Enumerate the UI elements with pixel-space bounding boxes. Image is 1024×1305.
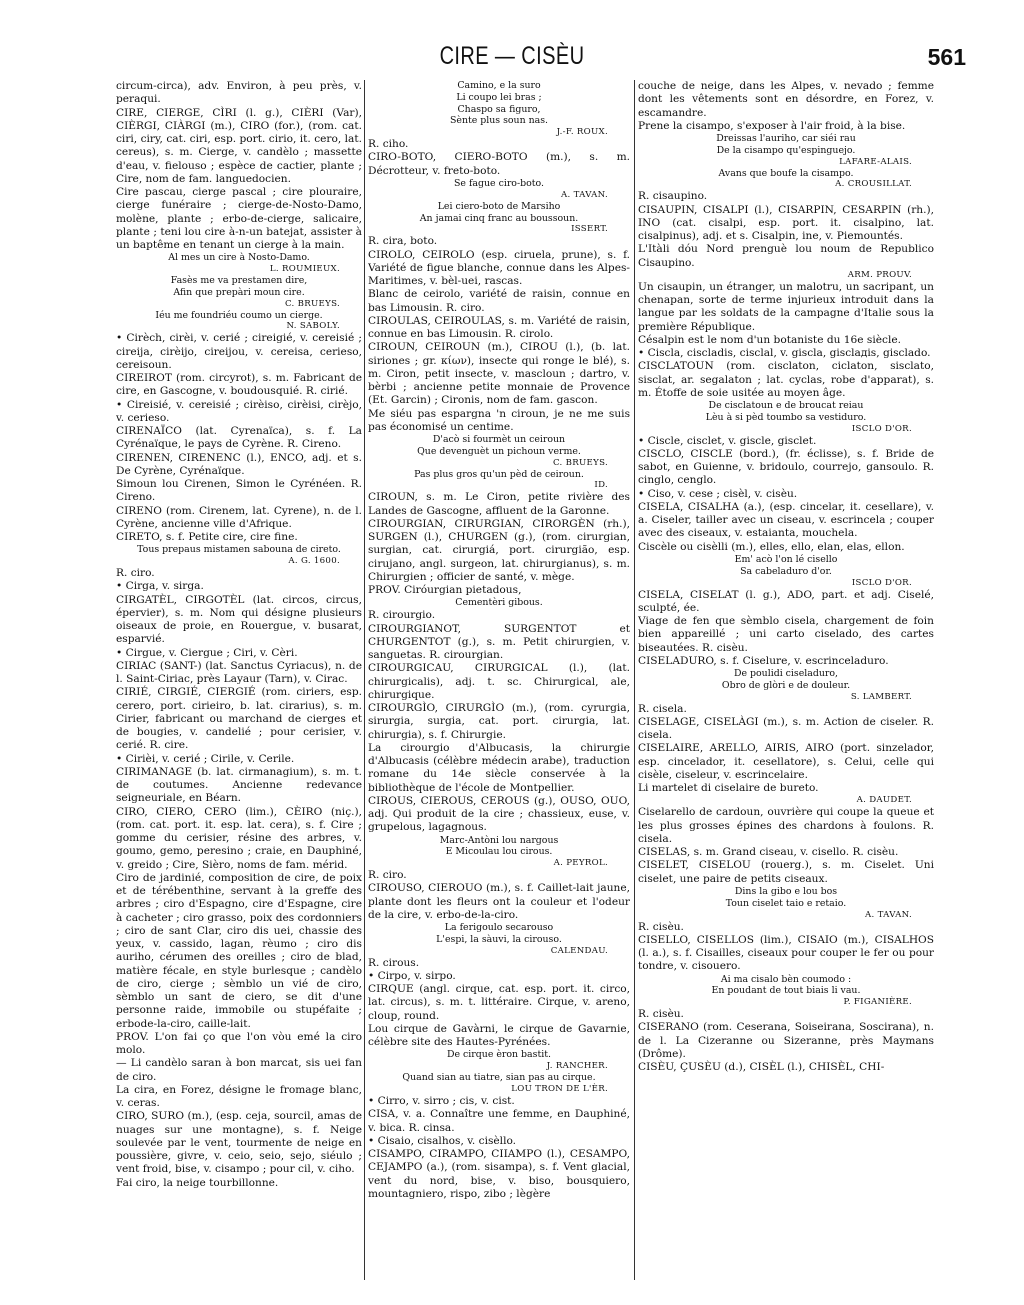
quote-source: L. ROUMIEUX.: [269, 264, 340, 275]
dictionary-entry: • Cirro, v. sirro ; cis, v. cist.: [368, 1095, 515, 1108]
dictionary-entry: R. cirous.: [368, 956, 420, 969]
column-right: [638, 80, 934, 1285]
dictionary-entry: CISELLO, CISELLOS (lim.), CISAIO (m.), CISALHOS (l. a.), s. f. Cisailles, ciseaux pour couper le fer ou pour tondre, v. cisouero.: [638, 933, 934, 973]
running-title: CIRE — CISÈU: [439, 42, 585, 70]
quote-source: C. BRUEYS.: [552, 457, 608, 468]
dictionary-entry: CIRIMANAGE (b. lat. cirmanagium), s. m. t. de coutumes. Ancienne redevance seigneuriale, en Béarn.: [116, 765, 362, 805]
dictionary-entry: CIROURGICAU, CIRURGICAL (l.), (lat. chirurgicalis), adj. t. sc. Chirurgical, ale, chirurgique.: [368, 662, 630, 701]
dictionary-entry: • Ciso, v. cese ; cisèl, v. cisèu.: [638, 487, 798, 500]
dictionary-entry: Li martelet di ciselaire de bureto.: [638, 782, 819, 795]
dictionary-entry: CIRGATÈL, CIRGOTÈL (lat. circos, circus, épervier), s. m. Nom qui désigne plusieurs oiseaux de proie, en Rouergue, v. busarat, esparvié.: [116, 593, 362, 646]
dictionary-entry: • Cirièi, v. cerié ; Cirile, v. Cerile.: [116, 752, 295, 765]
dictionary-entry: CIROUSO, CIEROUO (m.), s. f. Caillet-lait jaune, plante dont les fleurs ont la couleur et l'odeur de la cire, v. erbo-de-la-ciro.: [368, 882, 630, 921]
verse-quote-line: Cementèri gibous.: [455, 597, 543, 609]
quote-source: A. DAUDET.: [856, 795, 912, 806]
dictionary-entry: Césalpin est le nom d'un botaniste du 16e siècle.: [638, 333, 901, 346]
dictionary-entry: Lou cirque de Gavàrni, le cirque de Gavarnie, célèbre site des Hautes-Pyrénées.: [368, 1022, 630, 1049]
verse-quote-line: De cirque èron bastit.: [447, 1049, 551, 1061]
dictionary-entry: CIRIAC (SANT-) (lat. Sanctus Cyriacus), n. de l. Saint-Ciriac, près Layaur (Tarn), v. Cirac.: [116, 659, 362, 686]
quote-source: LAFARE-ALAIS.: [839, 156, 912, 167]
quote-source: LOU TRON DE L'ÈR.: [511, 1084, 608, 1095]
quote-source: A. TAVAN.: [561, 189, 608, 200]
page-number: 561: [927, 44, 966, 70]
dictionary-entry: R. cisèu.: [638, 920, 684, 933]
dictionary-entry: Cire pascau, cierge pascal ; cire plouraire, cierge funéraire ; cierge-de-Nosto-Damo, molène, plante ; erbo-de-cierge, salicaire, plante ; teni lou cire à-n-un batejat, assister à un baptême en tenant un cierge à la main.: [116, 186, 362, 251]
quote-source: ISCLO D'OR.: [851, 423, 912, 434]
dictionary-entry: Me siéu pas espargna 'n ciroun, je ne me suis pas économisé un centime.: [368, 407, 630, 433]
verse-quote-line: Sènte plus soun nas.: [449, 115, 549, 127]
dictionary-entry: CIREIROT (rom. circyrot), s. m. Fabricant de cire, en Gascogne, v. boudousquié. R. cirié.: [116, 372, 362, 398]
verse-quote-line: Obro de glòri e de douleur.: [721, 679, 851, 691]
verse-quote-line: An jamai cinq franc au boussoun.: [419, 212, 579, 224]
verse-quote-line: Dreissas l'auriho, car siéi rau: [716, 133, 856, 144]
dictionary-entry: CIROURGIAN, CIRURGIAN, CIRORGÈN (rh.), SURGEN (l.), CHURGEN (g.), (rom. cirurgian, surgian, cat. cirurgiá, port. cirurgião, esp. cirujano, angl. surgeon, lat. chirurgianus), s. m. Chirurgien ; officier de santé, v. mège.: [368, 517, 630, 583]
dictionary-entry: couche de neige, dans les Alpes, v. nevado ; femme dont les vêtements sont en désordre, en Forez, v. escamandre.: [638, 80, 934, 119]
quote-source: N. SABOLY.: [286, 321, 340, 332]
dictionary-entry: CIRO, CIERO, CERO (lim.), CÈIRO (niç.), (rom. cat. port. it. esp. lat. cera), s. f. Cire ; gomme du cerisier, résine des arbres, v. goumo, gemo, peresino ; craie, en Dauphiné, v. greido ; Cire, Sièro, noms de fam. mérid.: [116, 805, 362, 871]
dictionary-entry: • Ciscle, cisclet, v. giscle, gisclet.: [638, 434, 817, 447]
dictionary-entry: • Cirpo, v. sirpo.: [368, 969, 456, 982]
dictionary-entry: Simoun lou Cirenen, Simon le Cyrénéen. R. Cireno.: [116, 478, 362, 504]
dictionary-entry: Ciscèle ou cisèlli (m.), elles, ello, elan, elas, ellon.: [638, 540, 905, 553]
dictionary-entry: CIROURGÌO, CIRURGÌO (m.), (rom. cyrurgia, sirurgia, surgia, cat. port. cirurgia, lat. chirurgia), s. f. Chirurgie.: [368, 702, 630, 741]
verse-quote-line: De la cisampo qu'espinguejo.: [716, 144, 856, 156]
dictionary-entry: circum-circa), adv. Environ, à peu près, v. peraqui.: [116, 80, 362, 106]
verse-quote-line: Fasès me va prestamen dire,: [170, 275, 308, 287]
dictionary-entry: CISCLO, CISCLE (bord.), (fr. éclisse), s. f. Bride de sabot, en Guienne, v. bridoulo, courrejo, gansoulo. R. cinglo, cenglo.: [638, 447, 934, 487]
verse-quote-line: Marc-Antòni lou nargous: [439, 834, 559, 846]
verse-quote-line: La ferigoulo secarouso: [444, 922, 554, 934]
verse-quote-line: Chaspo sa figuro,: [457, 103, 541, 115]
dictionary-entry: R. ciho.: [368, 138, 409, 151]
dictionary-entry: CIRE, CIERGE, CÌRI (l. g.), CIÈRI (Var), CIÈRGI, CIÀRGI (m.), CIRO (for.), (rom. cat. ciri, ciry, cat. ciri, esp. port. cirio, it. cero, lat. cereus), s. m. Cierge, v. candèlo ; massette d'eau, v. fielouso ; espèce de cactier, plante ; Cire, nom de fam. languedocien.: [116, 106, 362, 185]
dictionary-entry: R. cisaupino.: [638, 190, 708, 203]
verse-quote-line: Tous prepaus mistamen sabouna de cireto.: [137, 544, 341, 556]
quote-source: CALENDAU.: [550, 945, 608, 956]
quote-source: A. G. 1600.: [288, 556, 340, 567]
dictionary-entry: CISA, v. a. Connaître une femme, en Dauphiné, v. bica. R. cinsa.: [368, 1108, 630, 1134]
dictionary-entry: La cirourgio d'Albucasis, la chirurgie d'Albucasis (célèbre médecin arabe), traduction romane du 14e siècle conservée à la bibliothèque de l'école de Montpellier.: [368, 741, 630, 794]
verse-quote-line: Afin que prepàri moun cire.: [173, 286, 305, 298]
dictionary-entry: CISCLATOUN (rom. cisclaton, ciclaton, sisclato, sisclat, ar. segalaton ; lat. cyclas, robe d'apparat), s. m. Étoffe de soie usitée au moyen âge.: [638, 360, 934, 399]
verse-quote-line: Em' acò l'on lé cisello: [734, 553, 838, 565]
dictionary-entry: R. ciro.: [116, 567, 155, 580]
dictionary-entry: PROV. Ciróurgian pietadous,: [368, 584, 522, 597]
dictionary-entry: R. cirourgio.: [368, 609, 436, 622]
column-divider: [364, 80, 365, 1280]
dictionary-entry: CIROUN, s. m. Le Ciron, petite rivière des Landes de Gascogne, affluent de la Garonne.: [368, 491, 630, 517]
dictionary-entry: • Cisaio, cisalhos, v. cisèllo.: [368, 1134, 517, 1147]
page-header: [0, 38, 1024, 72]
dictionary-entry: Ciselarello de cardoun, ouvrière qui coupe la queue et les plus grosses épines des chardons à foulons. R. cisela.: [638, 806, 934, 845]
dictionary-entry: R. cira, boto.: [368, 235, 438, 248]
dictionary-entry: • Cireisié, v. cereisié ; cirèiso, cirèisi, cirèjo, v. cerieso.: [116, 398, 362, 424]
dictionary-entry: Viage de fen que sèmblo cisela, chargement de foin bien appareillé ; uni carto ciselado, des cartes biseautées. R. cisèu.: [638, 615, 934, 654]
dictionary-entry: • Cirga, v. sirga.: [116, 580, 204, 593]
dictionary-entry: R. ciro.: [368, 869, 407, 882]
dictionary-entry: Ciro de jardinié, composition de cire, de poix et de térébenthine, servant à la greffe des arbres ; ciro d'Espagno, cire d'Espagne, cire à cacheter ; ciro grasso, poix des cordonniers ; ciro de sant Clar, ciro dis uei, chassie des yeux, v. cassido, lagan, rèumo ; ciro dis auriho, cérumen des oreilles ; ciro de blad, matière fécale, en style burlesque ; candèlo de ciro, cierge ; sèmblo un vié de ciro, sèmblo un sant de ciero, se dit d'une personne raide, immobile ou stupéfaite ; erbode-la-ciro, caille-lait.: [116, 871, 362, 1030]
column-divider: [634, 80, 635, 1280]
verse-quote-line: Camino, e la suro: [457, 80, 541, 91]
quote-source: A. PEYROL.: [553, 858, 608, 869]
dictionary-entry: Fai ciro, la neige tourbillonne.: [116, 1176, 279, 1189]
dictionary-entry: CISELAGE, CISELÀGI (m.), s. m. Action de ciseler. R. cisela.: [638, 715, 934, 742]
dictionary-entry: CIROLO, CEIROLO (esp. ciruela, prune), s. f. Variété de figue blanche, connue dans les Alpes-Maritimes, v. bèl-uei, rascas.: [368, 248, 630, 288]
dictionary-entry: CISAMPO, CIRAMPO, CIIAMPO (l.), CESAMPO, CEJAMPO (a.), (rom. sisampa), s. f. Vent glacial, vent du nord, bise, v. biso, bousquiero, mountagniero, rispo, zibo ; lègère: [368, 1148, 630, 1200]
quote-source: J. RANCHER.: [546, 1061, 608, 1072]
dictionary-entry: CIRQUE (angl. cirque, cat. esp. port. it. circo, lat. circus), s. m. t. littéraire. Cirque, v. areno, cloup, round.: [368, 983, 630, 1022]
dictionary-entry: L'Itàli dóu Nord prenguè lou noum de Republico Cisaupino.: [638, 243, 934, 269]
dictionary-entry: R. cisèu.: [638, 1008, 684, 1021]
dictionary-entry: Blanc de ceirolo, variété de raisin, connue en bas Limousin. R. ciro.: [368, 288, 630, 314]
dictionary-entry: PROV. L'on fai ço que l'on vòu emé la ciro molo.: [116, 1030, 362, 1057]
verse-quote-line: D'acò si fourmèt un ceiroun: [432, 434, 566, 446]
quote-source: S. LAMBERT.: [850, 691, 912, 702]
quote-source: A. TAVAN.: [865, 909, 912, 920]
dictionary-entry: CISERANO (rom. Ceserana, Soiseirana, Soscirana), n. de l. La Cizeranne ou Sizeranne, près Maymans (Drôme).: [638, 1021, 934, 1060]
verse-quote-line: E Micoulau lou cirous.: [445, 846, 553, 858]
dictionary-entry: CIRIÉ, CIRGIÉ, CIERGIÉ (rom. ciriers, esp. cerero, port. cirieiro, b. lat. cirarius), s. m. Cirier, fabricant ou marchand de cierges et de bougies, v. candelié ; pour cerisier, v. cerié. R. cire.: [116, 686, 362, 752]
dictionary-entry: CIRO, SURO (m.), (esp. ceja, sourcil, amas de nuages sur une montagne), s. f. Neige soulevée par le vent, tourmente de neige en poussière, givre, v. ceio, seio, sejo, siéulo ; vent froid, bise, v. cisampo ; pour cil, v. ciho.: [116, 1110, 362, 1176]
dictionary-entry: • Ciscla, ciscladis, cisclal, v. giscla, gisclадis, gisclado.: [638, 347, 931, 360]
dictionary-entry: CISELET, CISELOU (rouerg.), s. m. Ciselet. Uni ciselet, une paire de petits ciseaux.: [638, 859, 934, 885]
dictionary-entry: CISELADURO, s. f. Ciselure, v. escrinceladuro.: [638, 654, 889, 667]
quote-source: P. FIGANIÈRE.: [843, 997, 912, 1008]
quote-source: ISCLO D'OR.: [851, 577, 912, 588]
quote-source: J.-F. ROUX.: [556, 127, 608, 138]
dictionary-entry: CIROUN, CEIROUN (m.), CIROU (l.), (b. lat. siriones ; gr. κίων), insecte qui ronge le blé), s. m. Ciron, petit insecte, v. mascloun ; dartro, v. bèrbi ; ancienne petite monnaie de Provence (Et. Garcin) ; Cironis, nom de fam. gascon.: [368, 341, 630, 407]
verse-quote-line: Dins la gibo e lou bos: [734, 885, 838, 897]
dictionary-entry: CISÈU, ÇUSÈU (d.), CISÈL (l.), CHISÈL, CHI-: [638, 1061, 885, 1074]
dictionary-entry: CIROUS, CIEROUS, CEROUS (g.), OUSO, OUO, adj. Qui produit de la cire ; chassieux, euse, v. grupelous, lagagnous.: [368, 794, 630, 834]
verse-quote-line: Lèu à si pèd toumbo sa vestiduro.: [705, 411, 867, 423]
dictionary-entry: CISELA, CISALHA (a.), (esp. cincelar, it. cesellare), v. a. Ciseler, tailler avec un ciseau, v. escrincela ; couper avec des ciseaux, v. estaianta, mouchela.: [638, 500, 934, 540]
quote-source: ID.: [594, 480, 608, 491]
dictionary-entry: La cira, en Forez, désigne le fromage blanc, v. ceras.: [116, 1083, 362, 1110]
verse-quote-line: Iéu me foundriéu coumo un cierge.: [155, 309, 323, 321]
verse-quote-line: Se fague ciro-boto.: [454, 177, 544, 189]
verse-quote-line: Quand sian au tiatre, sian pas au cirque.: [402, 1072, 596, 1084]
dictionary-entry: CIRENEN, CIRENENC (l.), ENCO, adj. et s. De Cyrène, Cyrénaïque.: [116, 451, 362, 477]
quote-source: C. BRUEYS.: [284, 298, 340, 309]
verse-quote-line: De cisclatoun e de broucat reiau: [708, 400, 864, 412]
verse-quote-line: Li coupo lei bras ;: [456, 91, 542, 103]
dictionary-entry: CIRO-BOTO, CIERO-BOTO (m.), s. m. Décrotteur, v. freto-boto.: [368, 151, 630, 177]
column-left: [116, 80, 362, 1285]
quote-source: A. CROUSILLAT.: [835, 179, 912, 190]
dictionary-entry: CIRENO (rom. Cirenem, lat. Cyrene), n. de l. Cyrène, ancienne ville d'Afrique.: [116, 504, 362, 530]
quote-source: ISSERT.: [571, 224, 608, 235]
dictionary-entry: — Li candèlo saran à bon marcat, sis uei fan de ciro.: [116, 1057, 362, 1083]
dictionary-entry: • Cirgue, v. Ciergue ; Ciri, v. Cèri.: [116, 646, 298, 659]
verse-quote-line: Sa cabeladuro d'or.: [740, 565, 832, 577]
dictionary-entry: • Cirèch, cirèi, v. cerié ; cireigié, v. cereisié ; cireija, cirèijo, cireijou, v. cereisa, cerieso, cereisoun.: [116, 332, 362, 371]
verse-quote-line: Lei ciero-boto de Marsiho: [437, 200, 561, 212]
verse-quote-line: Al mes un cire à Nosto-Damo.: [168, 252, 310, 264]
verse-quote-line: L'espi, la sàuvi, la cirouso.: [436, 933, 562, 945]
dictionary-entry: CISELA, CISELAT (l. g.), ADO, part. et adj. Ciselé, sculpté, ée.: [638, 588, 934, 614]
dictionary-entry: Prene la cisampo, s'exposer à l'air froid, à la bise.: [638, 119, 906, 132]
verse-quote-line: En poudant de tout biais li vau.: [711, 985, 861, 997]
column-middle: [368, 80, 630, 1285]
verse-quote-line: Pas plus gros qu'un pèd de ceiroun.: [414, 468, 584, 480]
verse-quote-line: Ai ma cisalo bèn coumodo :: [720, 973, 852, 985]
dictionary-entry: CISELAS, s. m. Grand ciseau, v. cisello. R. cisèu.: [638, 846, 899, 859]
quote-source: ARM. PROUV.: [847, 269, 912, 280]
dictionary-entry: CISAUPIN, CISALPI (l.), CISARPIN, CESARPIN (rh.), INO (cat. cisalpi, esp. port. it. cisalpino, lat. cisalpinus), adj. et s. Cisalpin, ine, v. Piemountés.: [638, 203, 934, 243]
dictionary-entry: CIRENAÏCO (lat. Cyrenaïca), s. f. La Cyrénaïque, le pays de Cyrène. R. Cireno.: [116, 425, 362, 451]
verse-quote-line: De poulidi ciseladuro,: [733, 668, 839, 680]
dictionary-entry: R. cisela.: [638, 702, 687, 715]
dictionary-entry: CIRETO, s. f. Petite cire, cire fine.: [116, 531, 298, 544]
dictionary-entry: Un cisaupin, un étranger, un malotru, un sacripant, un chenapan, sorte de terme injurieux introduit dans la langue par les soldats de la campagne d'Italie sous la première République.: [638, 280, 934, 333]
verse-quote-line: Avans que boufe la cisampo.: [718, 167, 854, 179]
dictionary-entry: CISELAIRE, ARELLO, AIRIS, AIRO (port. sinzelador, esp. cincelador, it. cesellatore), s. Celui, celle qui cisèle, ciseleur, v. escrincelaire.: [638, 742, 934, 781]
verse-quote-line: Toun ciselet taio e retaio.: [725, 897, 847, 909]
dictionary-entry: CIROULAS, CEIROULAS, s. m. Variété de raisin, connue en bas Limousin. R. cirolo.: [368, 314, 630, 341]
dictionary-entry: CIROURGIANOT, SURGENTOT et CHURGENTOT (g.), s. m. Petit chirurgien, v. sanguetas. R. cirourgian.: [368, 622, 630, 662]
verse-quote-line: Que devenguèt un pichoun verme.: [417, 445, 581, 457]
